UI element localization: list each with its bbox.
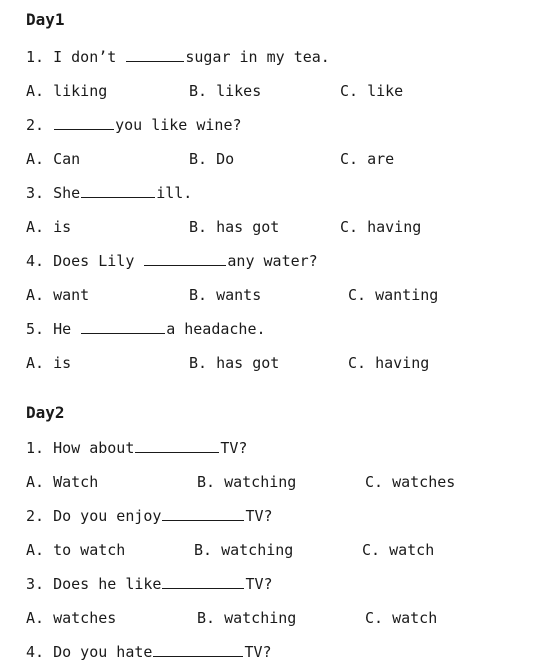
- day2-question-4: [26, 641, 272, 663]
- option-a: A. Watch: [26, 473, 99, 491]
- question-text: 2.: [26, 116, 54, 134]
- day2-heading: Day2: [26, 403, 65, 422]
- option-a: A. Can: [26, 150, 81, 168]
- day2-question-3: [26, 573, 273, 595]
- question-text: 4. Does Lily: [26, 252, 144, 270]
- option-c: C. wanting: [348, 286, 439, 304]
- question-text: TV?: [244, 643, 272, 661]
- day1-options-3: [0, 216, 540, 238]
- option-c: C. having: [348, 354, 430, 372]
- day2-options-2: [0, 539, 540, 561]
- answer-blank: [126, 47, 184, 62]
- option-b: B. has got: [189, 354, 280, 372]
- question-text: 5. He: [26, 320, 81, 338]
- question-text: a headache.: [166, 320, 266, 338]
- option-a: A. is: [26, 354, 72, 372]
- day2-options-3: [0, 607, 540, 629]
- option-a: A. is: [26, 218, 72, 236]
- answer-blank: [162, 506, 244, 521]
- question-text: 1. I don’t: [26, 48, 126, 66]
- question-text: any water?: [227, 252, 318, 270]
- option-a: A. to watch: [26, 541, 126, 559]
- question-text: 3. Does he like: [26, 575, 162, 593]
- option-c: C. like: [340, 82, 404, 100]
- day1-options-4: [0, 284, 540, 306]
- option-b: B. watching: [197, 609, 297, 627]
- answer-blank: [81, 183, 155, 198]
- day2-question-2: [26, 505, 273, 527]
- question-text: 2. Do you enjoy: [26, 507, 162, 525]
- answer-blank: [162, 574, 244, 589]
- question-text: 1. How about: [26, 439, 135, 457]
- option-c: C. watches: [365, 473, 456, 491]
- day1-question-4: [26, 250, 318, 272]
- answer-blank: [81, 319, 165, 334]
- option-b: B. watching: [197, 473, 297, 491]
- option-b: B. Do: [189, 150, 235, 168]
- question-text: ill.: [156, 184, 193, 202]
- option-c: C. are: [340, 150, 395, 168]
- option-a: A. watches: [26, 609, 117, 627]
- option-a: A. want: [26, 286, 90, 304]
- day1-options-2: [0, 148, 540, 170]
- option-c: C. having: [340, 218, 422, 236]
- answer-blank: [153, 642, 243, 657]
- question-text: 3. She: [26, 184, 81, 202]
- day1-question-5: [26, 318, 266, 340]
- question-text: 4. Do you hate: [26, 643, 153, 661]
- day1-options-1: [0, 80, 540, 102]
- option-b: B. has got: [189, 218, 280, 236]
- option-a: A. liking: [26, 82, 108, 100]
- question-text: TV?: [220, 439, 248, 457]
- day1-options-5: [0, 352, 540, 374]
- option-b: B. wants: [189, 286, 262, 304]
- answer-blank: [54, 115, 114, 130]
- option-c: C. watch: [362, 541, 435, 559]
- option-c: C. watch: [365, 609, 438, 627]
- question-text: sugar in my tea.: [185, 48, 330, 66]
- day2-options-1: [0, 471, 540, 493]
- day1-question-2: [26, 114, 242, 136]
- day1-question-3: [26, 182, 192, 204]
- answer-blank: [135, 438, 219, 453]
- question-text: TV?: [245, 507, 273, 525]
- answer-blank: [144, 251, 226, 266]
- day1-question-1: [26, 46, 330, 68]
- day2-question-1: [26, 437, 247, 459]
- question-text: TV?: [245, 575, 273, 593]
- question-text: you like wine?: [115, 116, 242, 134]
- option-b: B. likes: [189, 82, 262, 100]
- option-b: B. watching: [194, 541, 294, 559]
- day1-heading: Day1: [26, 10, 65, 29]
